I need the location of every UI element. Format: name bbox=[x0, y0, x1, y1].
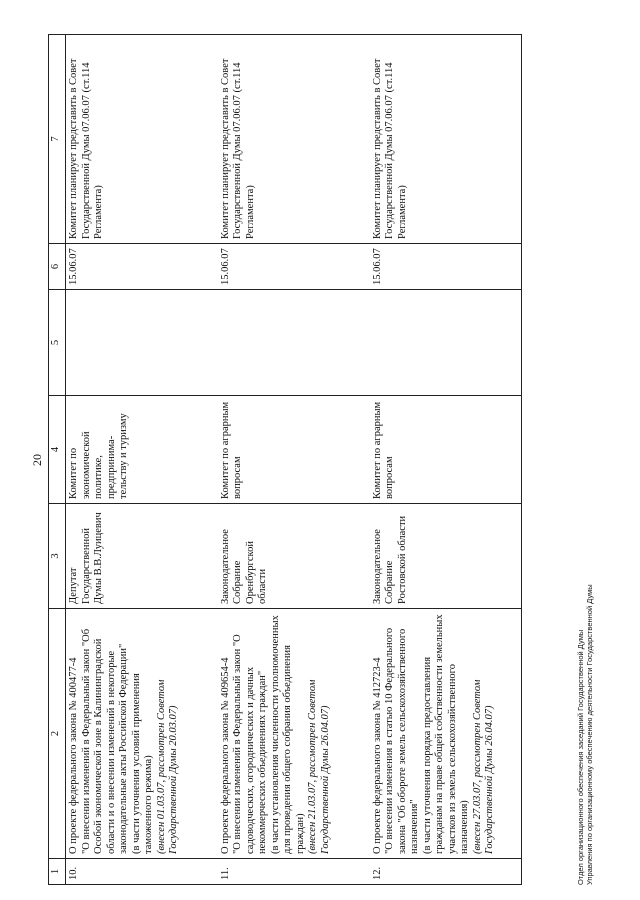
column-header-5: 5 bbox=[49, 290, 66, 396]
bill-name: "О внесении изменений в Федеральный закон "Об Особой экономической зоне в Калининградской области и о внесении изменений в некоторые законодательные акты Российской Федерации" bbox=[80, 628, 129, 854]
responsible-committee: Комитет по аграрным вопросам bbox=[218, 396, 370, 504]
rotated-page bbox=[30, 35, 600, 885]
footer-line-2: Управления по организационному обеспечению деятельности Государственной Думы bbox=[585, 584, 594, 885]
date-cell: 15.06.07 bbox=[66, 244, 218, 290]
date-cell: 15.06.07 bbox=[370, 244, 522, 290]
bill-note: (в части уточнения условий применения таможенного режима) bbox=[130, 673, 154, 854]
column-header-3: 3 bbox=[49, 504, 66, 609]
row-number: 12. bbox=[370, 859, 522, 885]
page-number: 20 bbox=[30, 454, 44, 466]
bill-intro-dates: (внесен 21.03.07, рассмотрен Советом Государственной Думы 26.04.07) bbox=[307, 679, 331, 854]
column-header-7: 7 bbox=[49, 35, 66, 244]
bill-author: Законодательное Собрание Оренбургской области bbox=[218, 504, 370, 609]
plan-cell: Комитет планирует представить в Совет Государственной Думы 07.06.07 (ст.114 Регламента) bbox=[66, 35, 218, 244]
column-header-2: 2 bbox=[49, 609, 66, 859]
table-row bbox=[370, 35, 522, 885]
plan-cell: Комитет планирует представить в Совет Государственной Думы 07.06.07 (ст.114 Регламента) bbox=[218, 35, 370, 244]
table-row bbox=[66, 35, 218, 885]
table-row bbox=[218, 35, 370, 885]
bill-description bbox=[66, 609, 218, 859]
column-5-cell bbox=[370, 290, 522, 396]
bill-intro-dates: (внесен 27.03.07, рассмотрен Советом Государственной Думы 26.04.07) bbox=[471, 679, 495, 854]
bill-title: О проекте федерального закона № 412723-4 bbox=[371, 657, 383, 854]
column-5-cell bbox=[218, 290, 370, 396]
bill-name: "О внесении изменения в статью 10 Федерального закона "Об обороте земель сельскохозяйственного назначения" bbox=[384, 627, 420, 854]
bill-description bbox=[370, 609, 522, 859]
column-header-6: 6 bbox=[49, 244, 66, 290]
bill-note: (в части уточнения порядка предоставления гражданам на праве общей собственности земельных участков из земель сельскохозяйственного назначения) bbox=[421, 614, 470, 854]
bill-name: "О внесении изменений в Федеральный закон "О садоводческих, огороднических и дачных некоммерческих объединениях граждан" bbox=[232, 634, 268, 854]
row-number: 11. bbox=[218, 859, 370, 885]
date-cell: 15.06.07 bbox=[218, 244, 370, 290]
bill-author: Законодательное Собрание Ростовской области bbox=[370, 504, 522, 609]
bill-note: (в части установления численности уполномоченных для проведения общего собрания объединения граждан) bbox=[269, 615, 306, 854]
bill-title: О проекте федерального закона № 409654-4 bbox=[219, 657, 231, 854]
header-row bbox=[49, 35, 66, 885]
column-header-1: 1 bbox=[49, 859, 66, 885]
bill-author: Депутат Государственной Думы В.В.Луицевич bbox=[66, 504, 218, 609]
row-number: 10. bbox=[66, 859, 218, 885]
column-header-4: 4 bbox=[49, 396, 66, 504]
bill-description bbox=[218, 609, 370, 859]
responsible-committee: Комитет по аграрным вопросам bbox=[370, 396, 522, 504]
bill-intro-dates: (внесен 01.03.07, рассмотрен Советом Государственной Думы 20.03.07) bbox=[155, 679, 179, 854]
page-footer bbox=[576, 584, 594, 885]
bills-table bbox=[48, 34, 522, 885]
responsible-committee: Комитет по экономической политике, предпринима-тельству и туризму bbox=[66, 396, 218, 504]
footer-line-1: Отдел организационного обеспечения заседаний Государственной Думы bbox=[576, 629, 585, 885]
plan-cell: Комитет планирует представить в Совет Государственной Думы 07.06.07 (ст.114 Регламента) bbox=[370, 35, 522, 244]
column-5-cell bbox=[66, 290, 218, 396]
bill-title: О проекте федерального закона № 400477-4 bbox=[68, 657, 79, 854]
